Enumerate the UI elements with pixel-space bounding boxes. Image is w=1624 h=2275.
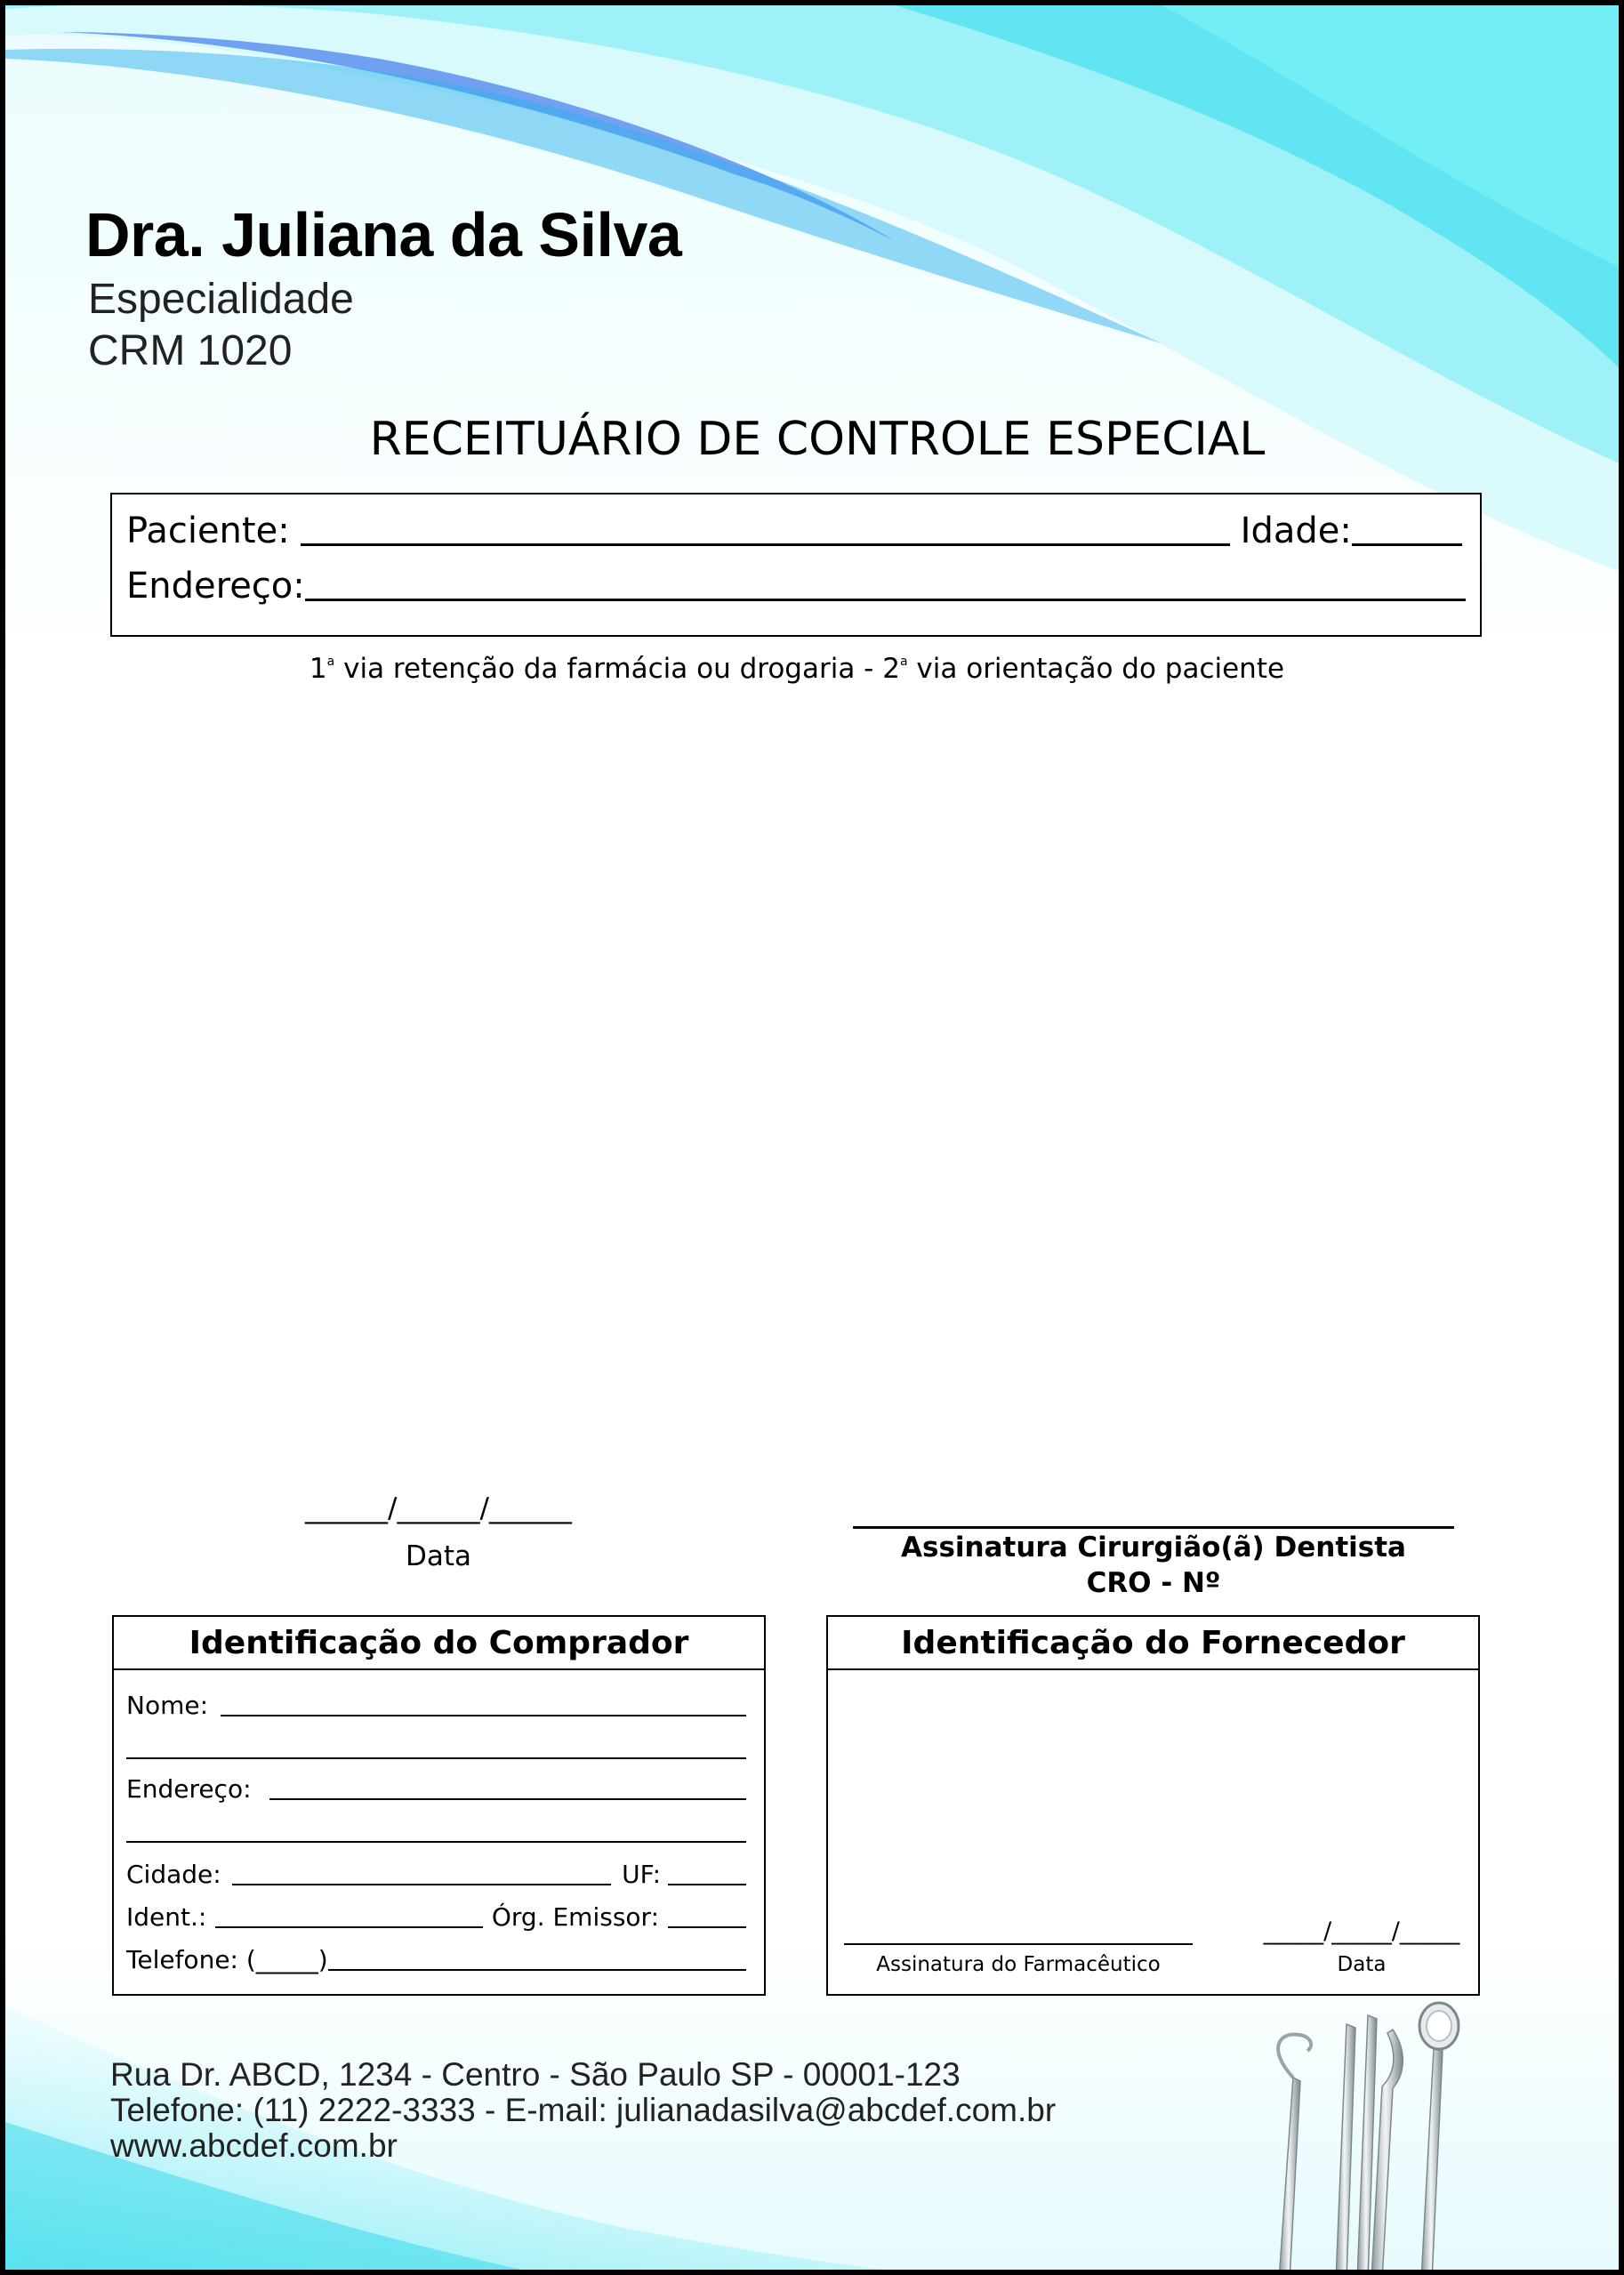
footer-contact: Telefone: (11) 2222-3333 - E-mail: julianadasilva@abcdef.com.br — [110, 2092, 1057, 2128]
age-label: Idade: — [1240, 510, 1352, 551]
buyer-name-row — [126, 1690, 746, 1720]
buyer-phone-row — [126, 1944, 746, 1974]
buyer-phone-label: Telefone: (_____) — [126, 1945, 328, 1974]
buyer-city-label: Cidade: — [126, 1860, 221, 1889]
supplier-date-field[interactable]: _____/_____/_____ — [1263, 1917, 1460, 1945]
buyer-id-row — [126, 1901, 746, 1932]
buyer-identification-box — [112, 1615, 766, 1996]
buyer-id-label: Ident.: — [126, 1902, 207, 1932]
patient-field[interactable] — [301, 510, 1230, 546]
buyer-address-field-2[interactable] — [126, 1816, 746, 1843]
buyer-address-row — [126, 1773, 746, 1804]
buyer-box-title: Identificação do Comprador — [114, 1617, 764, 1670]
buyer-name-row-2 — [126, 1732, 746, 1763]
supplier-box-title: Identificação do Fornecedor — [828, 1617, 1478, 1670]
buyer-uf-field[interactable] — [668, 1859, 746, 1885]
supplier-identification-box — [826, 1615, 1480, 1996]
document-title: RECEITUÁRIO DE CONTROLE ESPECIAL — [369, 413, 1266, 466]
address-field[interactable] — [305, 566, 1466, 601]
patient-row — [126, 510, 1466, 551]
buyer-phone-field[interactable] — [328, 1944, 746, 1971]
prescription-date-field[interactable]: ______/______/______ — [305, 1492, 572, 1524]
pharmacist-signature-label: Assinatura do Farmacêutico — [876, 1953, 1161, 1976]
doctor-name: Dra. Juliana da Silva — [85, 200, 682, 269]
patient-info-box — [110, 493, 1482, 637]
buyer-address-row-2 — [126, 1816, 746, 1846]
patient-label: Paciente: — [126, 510, 290, 551]
doctor-specialty: Especialidade — [88, 276, 354, 323]
address-label: Endereço: — [126, 566, 305, 607]
age-field[interactable] — [1352, 510, 1462, 546]
copy-instructions: 1$^a$ via retenção da farmácia ou drogaria - 2$^a$ via orientação do paciente — [309, 653, 1285, 685]
buyer-name-field-2[interactable] — [126, 1732, 746, 1759]
footer-website: www.abcdef.com.br — [110, 2127, 398, 2164]
buyer-issuer-field[interactable] — [668, 1901, 746, 1928]
supplier-date-label: Data — [1337, 1953, 1387, 1976]
buyer-issuer-label: Órg. Emissor: — [491, 1902, 659, 1932]
buyer-id-field[interactable] — [215, 1901, 483, 1928]
buyer-name-field[interactable] — [221, 1690, 746, 1716]
buyer-name-label: Nome: — [126, 1691, 209, 1720]
prescription-date-label: Data — [405, 1540, 472, 1572]
address-row — [126, 566, 1466, 607]
buyer-address-label: Endereço: — [126, 1774, 252, 1804]
buyer-city-field[interactable] — [232, 1859, 611, 1885]
dental-instruments-icon — [1215, 1989, 1499, 2275]
buyer-address-field[interactable] — [269, 1773, 746, 1800]
cro-number-label: CRO - Nº — [1086, 1567, 1221, 1599]
dentist-signature-label: Assinatura Cirurgião(ã) Dentista — [901, 1531, 1406, 1564]
buyer-city-row — [126, 1859, 746, 1889]
doctor-crm: CRM 1020 — [88, 327, 293, 374]
buyer-uf-label: UF: — [622, 1860, 661, 1889]
footer-address: Rua Dr. ABCD, 1234 - Centro - São Paulo SP - 00001-123 — [110, 2056, 961, 2093]
pharmacist-signature-line[interactable] — [844, 1943, 1193, 1945]
dentist-signature-line[interactable] — [853, 1526, 1454, 1529]
